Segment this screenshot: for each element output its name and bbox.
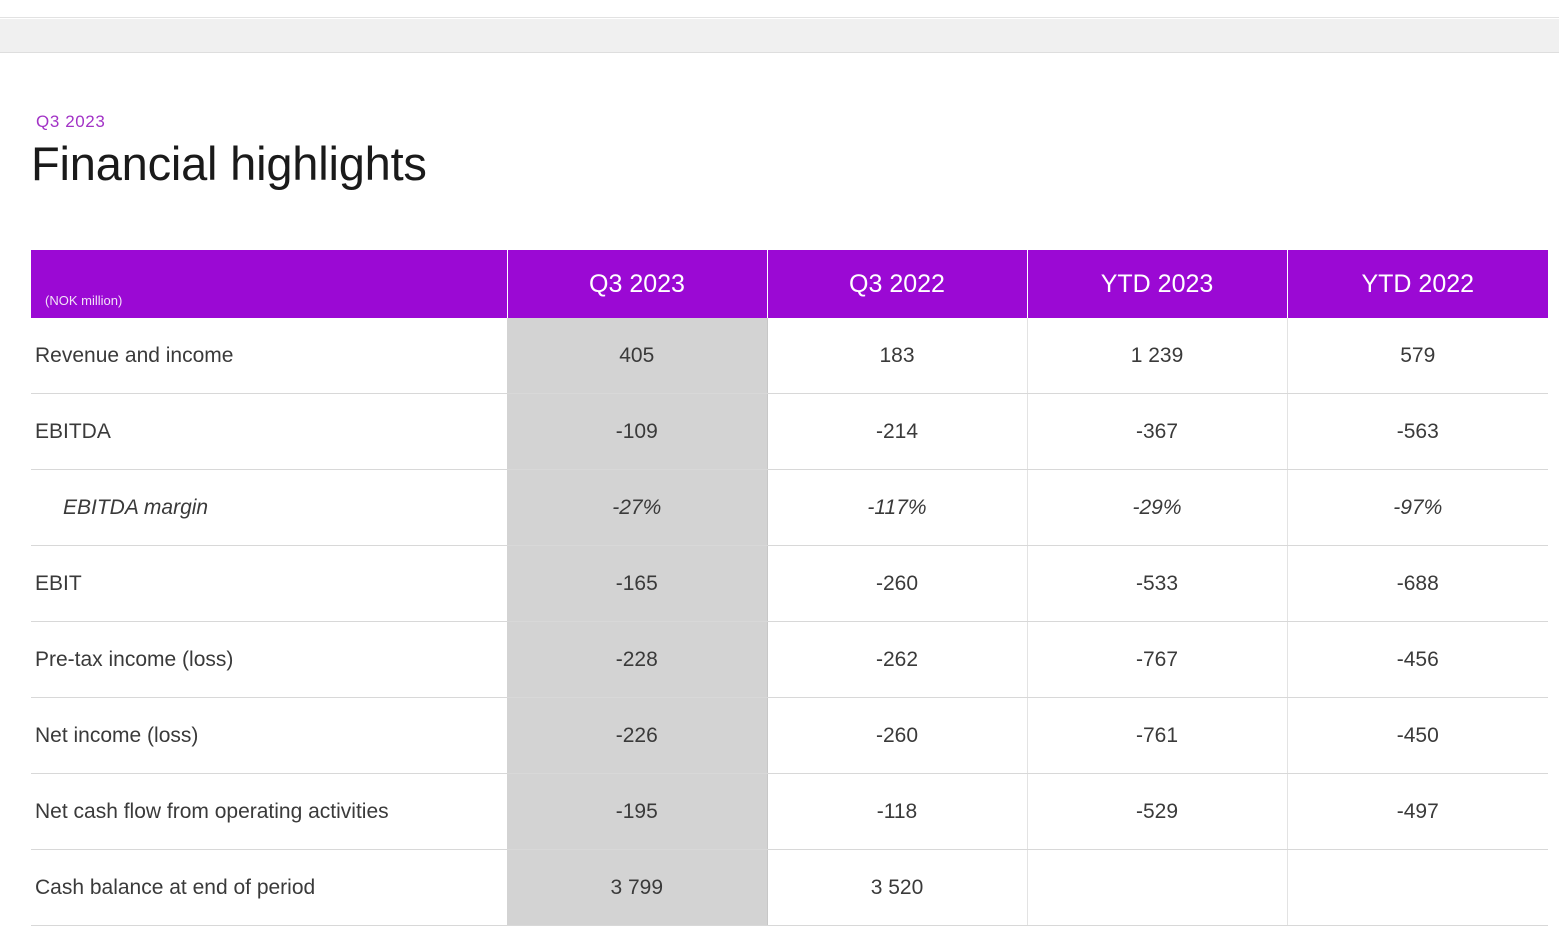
row-value-q3-2022: -260 <box>767 546 1027 622</box>
row-value-q3-2023: -165 <box>507 546 767 622</box>
row-value-q3-2022: 3 520 <box>767 850 1027 926</box>
table-row <box>31 698 1548 774</box>
table-row <box>31 850 1548 926</box>
window-toolbar-band <box>0 19 1559 53</box>
row-label: Net cash flow from operating activities <box>31 774 507 850</box>
row-value-q3-2022: 183 <box>767 318 1027 394</box>
row-label: Cash balance at end of period <box>31 850 507 926</box>
slide-canvas <box>0 54 1559 910</box>
row-label: EBITDA margin <box>31 470 507 546</box>
row-value-q3-2023: -228 <box>507 622 767 698</box>
row-value-q3-2023: 3 799 <box>507 850 767 926</box>
row-value-q3-2023: 405 <box>507 318 767 394</box>
table-row <box>31 774 1548 850</box>
row-value-ytd-2023: -761 <box>1027 698 1287 774</box>
row-value-ytd-2022: -563 <box>1287 394 1548 470</box>
row-value-q3-2023: -195 <box>507 774 767 850</box>
financial-highlights-table <box>31 250 1548 926</box>
row-label: EBIT <box>31 546 507 622</box>
row-value-ytd-2022: 579 <box>1287 318 1548 394</box>
table-row <box>31 546 1548 622</box>
row-value-ytd-2022: -456 <box>1287 622 1548 698</box>
row-value-ytd-2022: -450 <box>1287 698 1548 774</box>
row-value-ytd-2023: -533 <box>1027 546 1287 622</box>
row-value-ytd-2023: -767 <box>1027 622 1287 698</box>
row-value-q3-2023: -226 <box>507 698 767 774</box>
row-label: Net income (loss) <box>31 698 507 774</box>
table-header-row <box>31 250 1548 318</box>
row-value-q3-2023: -27% <box>507 470 767 546</box>
row-value-q3-2022: -214 <box>767 394 1027 470</box>
column-header-unit: (NOK million) <box>31 250 507 318</box>
page-title: Financial highlights <box>31 137 427 190</box>
row-value-q3-2022: -262 <box>767 622 1027 698</box>
row-value-ytd-2023: -29% <box>1027 470 1287 546</box>
column-header-q3-2022: Q3 2022 <box>767 250 1027 318</box>
row-value-q3-2022: -117% <box>767 470 1027 546</box>
row-label: Pre-tax income (loss) <box>31 622 507 698</box>
column-header-ytd-2023: YTD 2023 <box>1027 250 1287 318</box>
window-top-strip <box>0 0 1559 18</box>
row-value-q3-2022: -260 <box>767 698 1027 774</box>
column-header-q3-2023: Q3 2023 <box>507 250 767 318</box>
column-header-ytd-2022: YTD 2022 <box>1287 250 1548 318</box>
row-value-ytd-2023: -367 <box>1027 394 1287 470</box>
slide-eyebrow: Q3 2023 <box>36 112 106 131</box>
table-row <box>31 318 1548 394</box>
row-value-ytd-2022: -688 <box>1287 546 1548 622</box>
row-value-ytd-2022: -97% <box>1287 470 1548 546</box>
row-value-ytd-2023 <box>1027 850 1287 926</box>
row-value-ytd-2022: -497 <box>1287 774 1548 850</box>
row-value-ytd-2023: -529 <box>1027 774 1287 850</box>
table-row <box>31 470 1548 546</box>
row-value-q3-2023: -109 <box>507 394 767 470</box>
row-label: Revenue and income <box>31 318 507 394</box>
table-row <box>31 394 1548 470</box>
row-value-ytd-2022 <box>1287 850 1548 926</box>
row-value-q3-2022: -118 <box>767 774 1027 850</box>
row-label: EBITDA <box>31 394 507 470</box>
table-row <box>31 622 1548 698</box>
row-value-ytd-2023: 1 239 <box>1027 318 1287 394</box>
